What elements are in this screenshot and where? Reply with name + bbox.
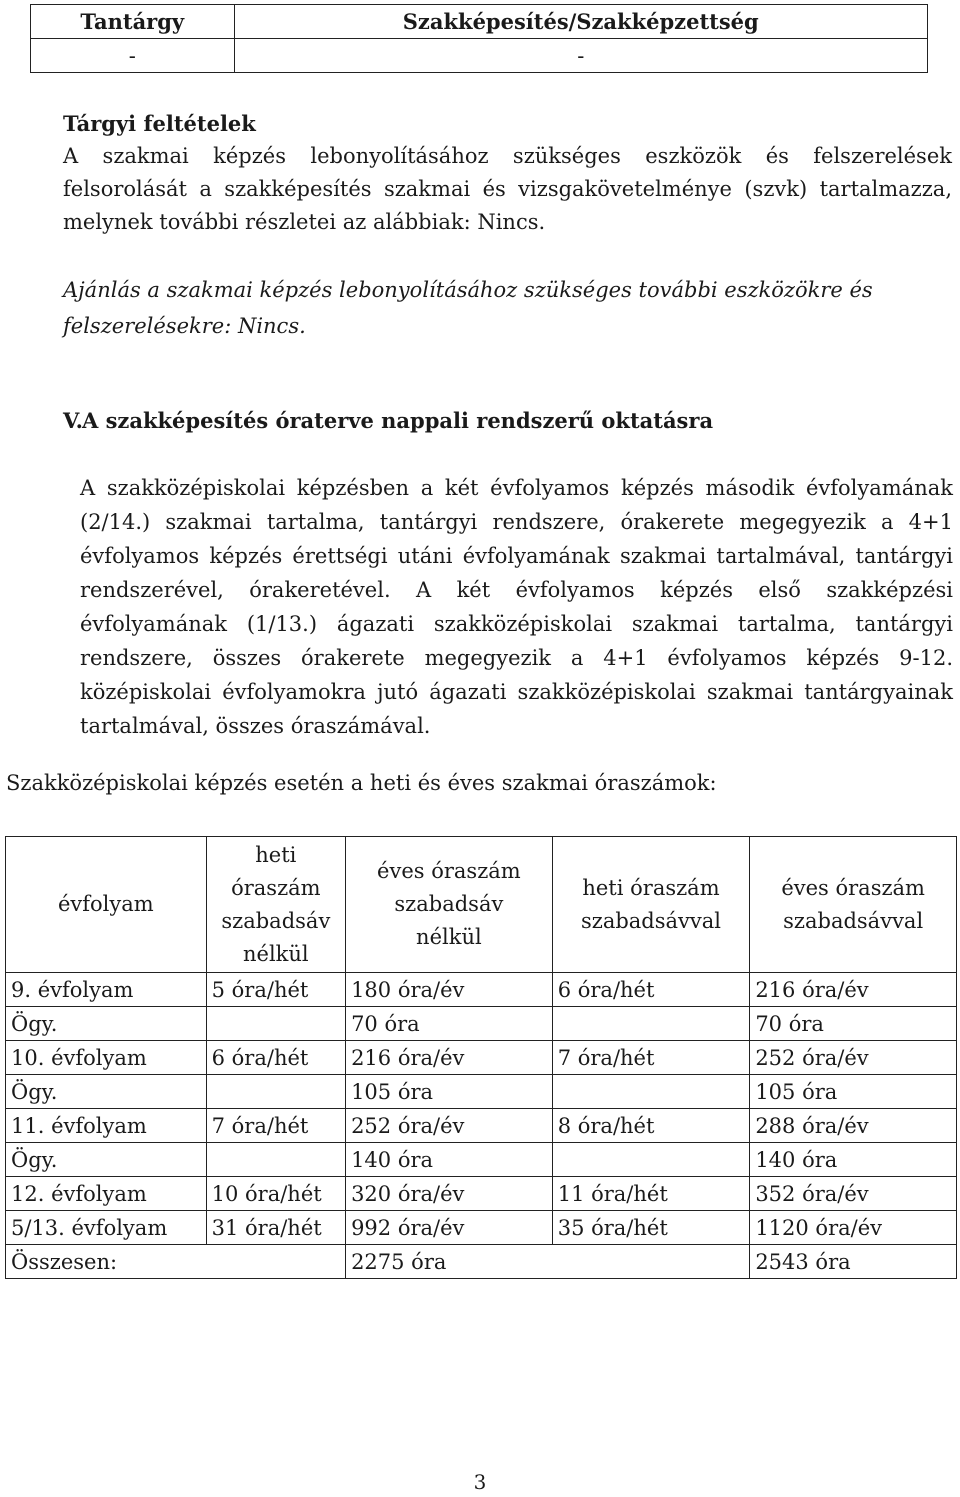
table-row: Ögy. 140 óra 140 óra xyxy=(6,1143,957,1177)
hours-table-header xyxy=(6,837,957,973)
header-heti-szabadsavval: heti óraszám szabadsávval xyxy=(552,837,750,973)
cell-tantargy: - xyxy=(31,39,235,73)
table-row: 9. évfolyam 5 óra/hét 180 óra/év 6 óra/hét 216 óra/év xyxy=(6,973,957,1007)
hours-intro: Szakközépiskolai képzés esetén a heti és éves szakmai óraszámok: xyxy=(6,771,717,795)
header-eves-szabadsavval: éves óraszám szabadsávval xyxy=(750,837,957,973)
table-row: Ögy. 105 óra 105 óra xyxy=(6,1075,957,1109)
header-heti-nelkul: heti óraszám szabadsáv nélkül xyxy=(206,837,345,973)
total-label: Összesen: xyxy=(6,1245,346,1279)
ajanlas-text: Ajánlás a szakmai képzés lebonyolításához szükséges további eszközökre és felszerelésekre: Nincs. xyxy=(63,278,873,338)
targyi-text: A szakmai képzés lebonyolításához szükséges eszközök és felszerelések felsorolását a szakképesítés szakmai és vizsgakövetelménye (szvk) tartalmazza, melynek további részletei az alábbiak: Nincs. xyxy=(63,144,952,234)
header-eves-nelkul: éves óraszám szabadsáv nélkül xyxy=(346,837,553,973)
table-row: 11. évfolyam 7 óra/hét 252 óra/év 8 óra/hét 288 óra/év xyxy=(6,1109,957,1143)
hours-table xyxy=(5,836,957,1279)
section-title: A szakképesítés óraterve nappali rendszerű oktatásra xyxy=(82,408,714,433)
targyi-feltetelek-section xyxy=(63,107,952,239)
subject-qualification-table xyxy=(30,4,928,73)
section-number: V. xyxy=(63,408,83,433)
section-v-paragraph: A szakközépiskolai képzésben a két évfolyamos képzés második évfolyamának (2/14.) szakmai tartalma, tantárgyi rendszere, órakerete megegyezik a 4+1 évfolyamos képzés érettségi utáni évfolyamának szakmai tartalmával, tantárgyi rendszerével, órakeretével. A két évfolyamos képzés első szakképzési évfolyamának (1/13.) ágazati szakközépiskolai szakmai tartalma, tantárgyi rendszere, összes órakerete megegyezik a 4+1 évfolyamos képzés 9-12. középiskolai évfolyamokra jutó ágazati szakközépiskolai szakmai tantárgyainak tartalmával, összes óraszámával. xyxy=(80,476,953,738)
table-row: 12. évfolyam 10 óra/hét 320 óra/év 11 óra/hét 352 óra/év xyxy=(6,1177,957,1211)
total-row xyxy=(6,1245,957,1279)
cell-szakkepesites: - xyxy=(234,39,928,73)
page-number: 3 xyxy=(473,1470,487,1494)
total-yearly-without: 2275 óra xyxy=(346,1245,750,1279)
table-row: 5/13. évfolyam 31 óra/hét 992 óra/év 35 óra/hét 1120 óra/év xyxy=(6,1211,957,1245)
total-yearly-with: 2543 óra xyxy=(750,1245,957,1279)
header-szakkepesites: Szakképesítés/Szakképzettség xyxy=(234,5,928,39)
header-tantargy: Tantárgy xyxy=(31,5,235,39)
targyi-heading: Tárgyi feltételek xyxy=(63,111,256,136)
header-evfolyam: évfolyam xyxy=(6,837,207,973)
table-row: 10. évfolyam 6 óra/hét 216 óra/év 7 óra/hét 252 óra/év xyxy=(6,1041,957,1075)
section-v-heading xyxy=(63,408,714,433)
table-row: Ögy. 70 óra 70 óra xyxy=(6,1007,957,1041)
